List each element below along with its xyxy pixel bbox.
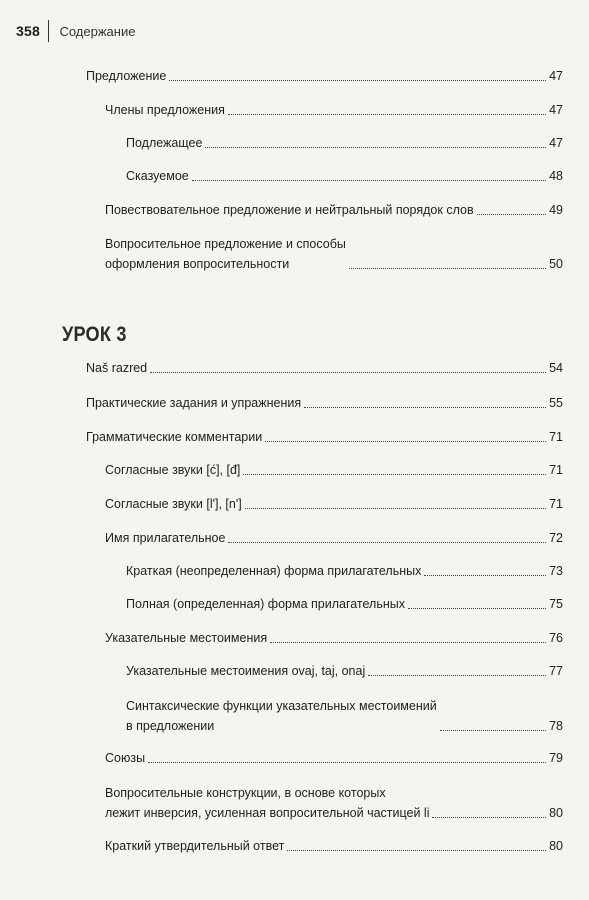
toc-entry-label: Согласные звуки [l'], [n'] xyxy=(105,497,242,511)
toc-entry[interactable] xyxy=(86,358,563,378)
toc-entry[interactable] xyxy=(105,460,563,480)
toc-entry-label: Краткая (неопределенная) форма прилагательных xyxy=(126,564,422,578)
toc-entry[interactable] xyxy=(105,783,563,823)
toc-entry[interactable] xyxy=(105,528,563,548)
dot-leader xyxy=(304,407,546,408)
dot-leader xyxy=(228,114,546,115)
toc-entry[interactable] xyxy=(86,427,563,447)
toc-entry[interactable] xyxy=(126,166,563,186)
toc-entry[interactable] xyxy=(86,66,563,86)
toc-entry-page: 48 xyxy=(549,169,563,183)
toc-entry[interactable] xyxy=(105,836,563,856)
dot-leader xyxy=(243,474,546,475)
toc-entry-label: Подлежащее xyxy=(126,136,203,150)
dot-leader xyxy=(228,542,546,543)
dot-leader xyxy=(270,642,546,643)
toc-entry-label: Указательные местоимения xyxy=(105,631,268,645)
toc-entry-page: 49 xyxy=(549,203,563,217)
toc-entry[interactable] xyxy=(105,748,563,768)
toc-entry-page: 47 xyxy=(549,69,563,83)
dot-leader xyxy=(432,817,546,818)
toc-entry-label: Практические задания и упражнения xyxy=(86,396,302,410)
toc-entry[interactable] xyxy=(86,393,563,413)
toc-entry[interactable] xyxy=(126,561,563,581)
toc-entry-label: Повествовательное предложение и нейтральный порядок слов xyxy=(105,203,474,217)
toc-entry[interactable] xyxy=(105,200,563,220)
toc-entry-page: 47 xyxy=(549,103,563,117)
toc-entry-label: Вопросительные конструкции, в основе которых лежит инверсия, усиленная вопросительной частицей li xyxy=(105,786,430,820)
toc-entry-label: Полная (определенная) форма прилагательных xyxy=(126,597,405,611)
toc-entry-label: Согласные звуки [ć], [đ] xyxy=(105,463,241,477)
toc-entry-label: Предложение xyxy=(86,69,167,83)
dot-leader xyxy=(287,850,546,851)
dot-leader xyxy=(440,730,546,731)
toc-entry[interactable] xyxy=(105,234,563,274)
lesson-heading: УРОК 3 xyxy=(62,323,127,346)
toc-entry-label: Грамматические комментарии xyxy=(86,430,263,444)
dot-leader xyxy=(192,180,546,181)
toc-entry-page: 71 xyxy=(549,497,563,511)
toc-entry-page: 55 xyxy=(549,396,563,410)
dot-leader xyxy=(368,675,546,676)
dot-leader xyxy=(408,608,546,609)
toc-entry-page: 72 xyxy=(549,531,563,545)
toc-entry-page: 50 xyxy=(549,257,563,271)
dot-leader xyxy=(205,147,546,148)
toc-entry[interactable] xyxy=(105,628,563,648)
header-title: Содержание xyxy=(59,23,136,39)
dot-leader xyxy=(169,80,546,81)
toc-entry-label: Краткий утвердительный ответ xyxy=(105,839,285,853)
toc-entry[interactable] xyxy=(105,494,563,514)
dot-leader xyxy=(424,575,546,576)
toc-entry-page: 80 xyxy=(549,806,563,820)
toc-entry-label: Naš razred xyxy=(86,361,148,375)
toc-entry-page: 76 xyxy=(549,631,563,645)
dot-leader xyxy=(349,268,546,269)
toc-entry-label: Указательные местоимения ovaj, taj, onaj xyxy=(126,664,366,678)
toc-entry[interactable] xyxy=(126,661,563,681)
toc-entry-label: Синтаксические функции указательных местоимений в предложении xyxy=(126,699,437,733)
toc-entry[interactable] xyxy=(126,594,563,614)
toc-entry-label: Имя прилагательное xyxy=(105,531,226,545)
dot-leader xyxy=(148,762,546,763)
toc-entry-page: 71 xyxy=(549,463,563,477)
page-number: 358 xyxy=(16,23,40,39)
toc-entry-page: 71 xyxy=(549,430,563,444)
toc-entry-label: Сказуемое xyxy=(126,169,189,183)
dot-leader xyxy=(265,441,546,442)
toc-entry-page: 79 xyxy=(549,751,563,765)
toc-entry[interactable] xyxy=(105,100,563,120)
toc-entry-page: 73 xyxy=(549,564,563,578)
toc-entry-label: Вопросительное предложение и способы оформления вопросительности xyxy=(105,237,346,271)
dot-leader xyxy=(245,508,546,509)
toc-entry-page: 54 xyxy=(549,361,563,375)
toc-entry-page: 80 xyxy=(549,839,563,853)
toc-entry-label: Союзы xyxy=(105,751,146,765)
dot-leader xyxy=(477,214,546,215)
toc-entry-label: Члены предложения xyxy=(105,103,225,117)
toc-entry-page: 75 xyxy=(549,597,563,611)
toc-entry[interactable] xyxy=(126,696,563,736)
toc-entry-page: 47 xyxy=(549,136,563,150)
toc-entry-page: 77 xyxy=(549,664,563,678)
dot-leader xyxy=(150,372,546,373)
toc-entry-page: 78 xyxy=(549,719,563,733)
toc-entry[interactable] xyxy=(126,133,563,153)
